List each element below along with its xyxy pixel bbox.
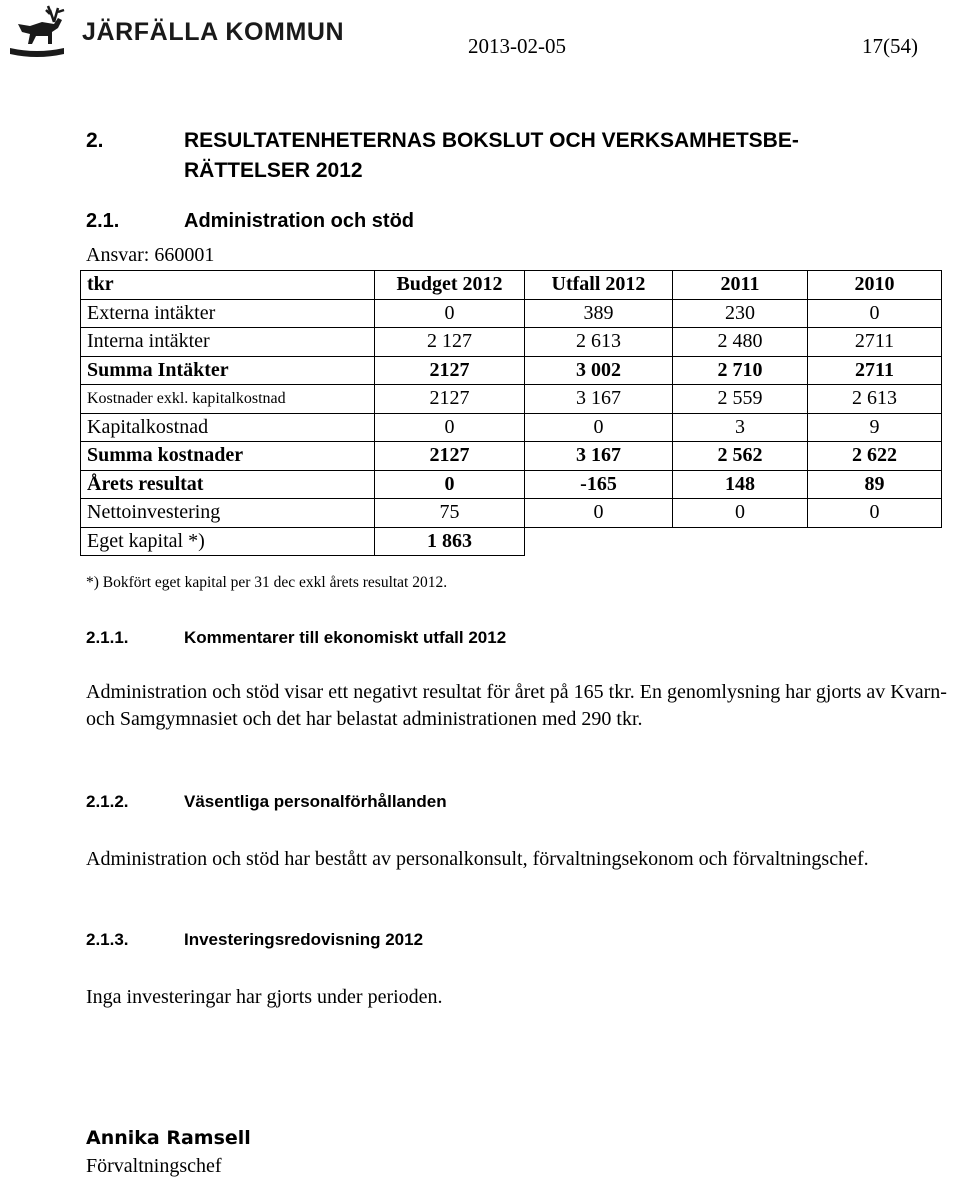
paragraph: Inga investeringar har gjorts under perioden. <box>86 986 443 1008</box>
municipality-logo <box>8 4 360 60</box>
table-cell: 0 <box>375 413 525 442</box>
signatory-name: Annika Ramsell <box>86 1127 251 1149</box>
empty-cell <box>525 527 942 556</box>
table-cell: 2127 <box>375 442 525 471</box>
table-cell: 3 002 <box>525 356 673 385</box>
row-label: Interna intäkter <box>81 328 375 357</box>
table-row <box>81 328 942 357</box>
responsibility-code: Ansvar: 660001 <box>86 244 215 266</box>
table-cell: -165 <box>525 470 673 499</box>
table-cell: 2711 <box>808 356 942 385</box>
section-title-line2: RÄTTELSER 2012 <box>184 159 363 182</box>
subsection-heading <box>86 628 946 652</box>
table-cell: 0 <box>525 499 673 528</box>
table-row <box>81 527 942 556</box>
table-cell: 0 <box>673 499 808 528</box>
table-cell: 2 480 <box>673 328 808 357</box>
subsection-number: 2.1.2. <box>86 792 129 811</box>
org-name: JÄRFÄLLA KOMMUN <box>82 18 345 46</box>
table-row <box>81 385 942 414</box>
table-cell: 389 <box>525 299 673 328</box>
section-heading <box>86 126 946 190</box>
table-cell: 2127 <box>375 356 525 385</box>
row-label: Summa kostnader <box>81 442 375 471</box>
subsection-title: Kommentarer till ekonomiskt utfall 2012 <box>184 628 507 647</box>
table-cell: 0 <box>808 499 942 528</box>
subsection-number: 2.1. <box>86 210 120 232</box>
table-cell: 1 863 <box>375 527 525 556</box>
row-label: Årets resultat <box>81 470 375 499</box>
table-cell: 3 167 <box>525 442 673 471</box>
table-cell: 2 613 <box>525 328 673 357</box>
table-row <box>81 499 942 528</box>
row-label: Eget kapital *) <box>81 527 375 556</box>
subsection-title: Administration och stöd <box>184 210 414 232</box>
header-cell: tkr <box>81 271 375 300</box>
section-number: 2. <box>86 129 104 152</box>
table-cell: 2 613 <box>808 385 942 414</box>
row-label: Kapitalkostnad <box>81 413 375 442</box>
coat-of-arms-icon <box>8 4 66 58</box>
table-cell: 0 <box>525 413 673 442</box>
table-cell: 2 562 <box>673 442 808 471</box>
table-header-row <box>81 271 942 300</box>
table-cell: 89 <box>808 470 942 499</box>
row-label: Summa Intäkter <box>81 356 375 385</box>
subsection-number: 2.1.1. <box>86 628 129 647</box>
row-label: Externa intäkter <box>81 299 375 328</box>
table-row <box>81 470 942 499</box>
table-footnote: *) Bokfört eget kapital per 31 dec exkl årets resultat 2012. <box>86 574 448 591</box>
table-cell: 2 622 <box>808 442 942 471</box>
subsection-heading <box>86 792 946 816</box>
table-cell: 2711 <box>808 328 942 357</box>
header-cell: 2010 <box>808 271 942 300</box>
header-cell: Budget 2012 <box>375 271 525 300</box>
header-cell: 2011 <box>673 271 808 300</box>
subsection-heading <box>86 930 946 954</box>
subsection-number: 2.1.3. <box>86 930 129 949</box>
table-row <box>81 413 942 442</box>
header-cell: Utfall 2012 <box>525 271 673 300</box>
table-cell: 75 <box>375 499 525 528</box>
subsection-heading <box>86 210 946 238</box>
row-label: Kostnader exkl. kapitalkostnad <box>81 385 375 414</box>
table-cell: 2 127 <box>375 328 525 357</box>
table-cell: 0 <box>375 299 525 328</box>
table-cell: 148 <box>673 470 808 499</box>
table-row <box>81 442 942 471</box>
paragraph: Administration och stöd har bestått av personalkonsult, förvaltningsekonom och förvaltningschef. <box>86 848 869 870</box>
table-cell: 3 <box>673 413 808 442</box>
section-title-line1: RESULTATENHETERNAS BOKSLUT OCH VERKSAMHETSBE- <box>184 129 799 152</box>
table-cell: 0 <box>375 470 525 499</box>
table-cell: 9 <box>808 413 942 442</box>
signatory-title: Förvaltningschef <box>86 1155 222 1177</box>
page-number: 17(54) <box>862 34 918 58</box>
table-cell: 0 <box>808 299 942 328</box>
subsection-title: Väsentliga personalförhållanden <box>184 792 447 811</box>
document-date: 2013-02-05 <box>468 34 566 58</box>
table-cell: 3 167 <box>525 385 673 414</box>
table-cell: 2 559 <box>673 385 808 414</box>
row-label: Nettoinvestering <box>81 499 375 528</box>
table-cell: 230 <box>673 299 808 328</box>
table-row <box>81 356 942 385</box>
table-row <box>81 299 942 328</box>
table-cell: 2127 <box>375 385 525 414</box>
table-cell: 2 710 <box>673 356 808 385</box>
results-table <box>80 270 942 556</box>
subsection-title: Investeringsredovisning 2012 <box>184 930 424 949</box>
paragraph: Administration och stöd visar ett negativt resultat för året på 165 tkr. En genomlysning har gjorts av Kvarn- och Samgymnasiet och det har belastat administrationen med 290 tkr. <box>86 681 947 730</box>
